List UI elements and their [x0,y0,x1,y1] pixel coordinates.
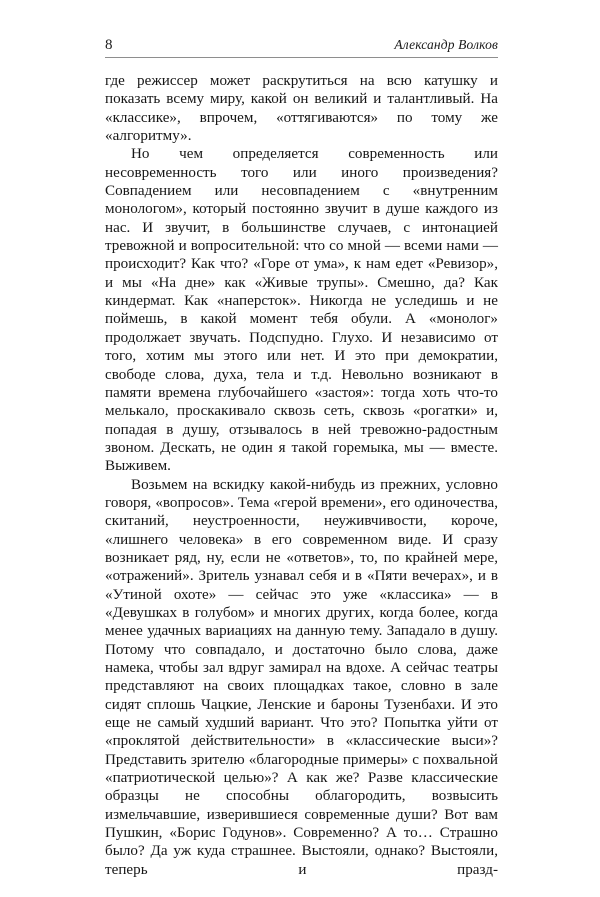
paragraph-continues-next-page: Возьмем на вскидку какой-нибудь из прежних, условно говоря, «вопросов». Тема «герой времени», его одиночества, скитаний, неустроенности, неуживчивости, короче, «лишнего человека» в его современном виде. И сразу возникает ряд, ну, если не «ответов», то, по крайней мере, «отражений». Зритель узнавал себя и в «Пяти вечерах», и в «Утиной охоте» — сейчас это уже «классика» — в «Девушках в голубом» и многих других, когда более, когда менее удачных вариациях на данную тему. Западало в душу. Потому что совпадало, и достаточно было слова, даже намека, чтобы зал вдруг замирал на вдохе. А сейчас театры представляют на своих площадках такое, словно в зале сидят сплошь Чацкие, Ленские и бароны Тузенбахи. И это еще не самый худший вариант. Что это? Попытка уйти от «проклятой действительности» в «классические выси»? Представить зрителю «благородные примеры» с похвальной «патриотической целью»? А как же? Разве классические образцы не способны облагородить, возвысить измельчавшие, изверившиеся современные души? Вот вам Пушкин, «Борис Годунов». Современно? А то… Страшно было? Да уж куда страшнее. Выстояли, однако? Выстояли, теперь и празд- [105,476,498,878]
running-head-title: Александр Волков [394,37,498,52]
page-number: 8 [105,37,113,53]
paragraph: Но чем определяется современность или несовременность того или иного произведения? Совпадением или несовпадением с «внутренним монологом», который постоянно звучит в душе каждого из нас. И звучит, в большинстве случаев, с интонацией тревожной и вопросительной: что со мной — всеми нами — происходит? Как что? «Горе от ума», к нам едет «Ревизор», и мы «На дне» как «Живые трупы». Смешно, да? Как киндермат. Как «наперсток». Никогда не уследишь и не поймешь, в какой момент тебя обули. А «монолог» продолжает звучать. Подспудно. Глухо. И независимо от того, хотим мы этого или нет. И это при демократии, свободе слова, духа, тела и т.д. Невольно возникают в памяти времена глубочайшего «застоя»: тогда хоть что-то мелькало, проскакивало сквозь сеть, сквозь «рогатки» и, попадая в душу, отзывалось в ней тревожно-радостным звоном. Дескать, не один я такой горемыка, мы — вместе. Выживем. [105,146,498,475]
running-head [105,36,498,54]
paragraph-continued: где режиссер может раскрутиться на всю катушку и показать всему миру, какой он великий и талантливый. На «классике», впрочем, «оттягиваются» по тому же «алгоритму». [105,73,498,145]
page-content-block [105,36,498,897]
running-head-rule [105,57,498,58]
body-text [105,72,498,897]
